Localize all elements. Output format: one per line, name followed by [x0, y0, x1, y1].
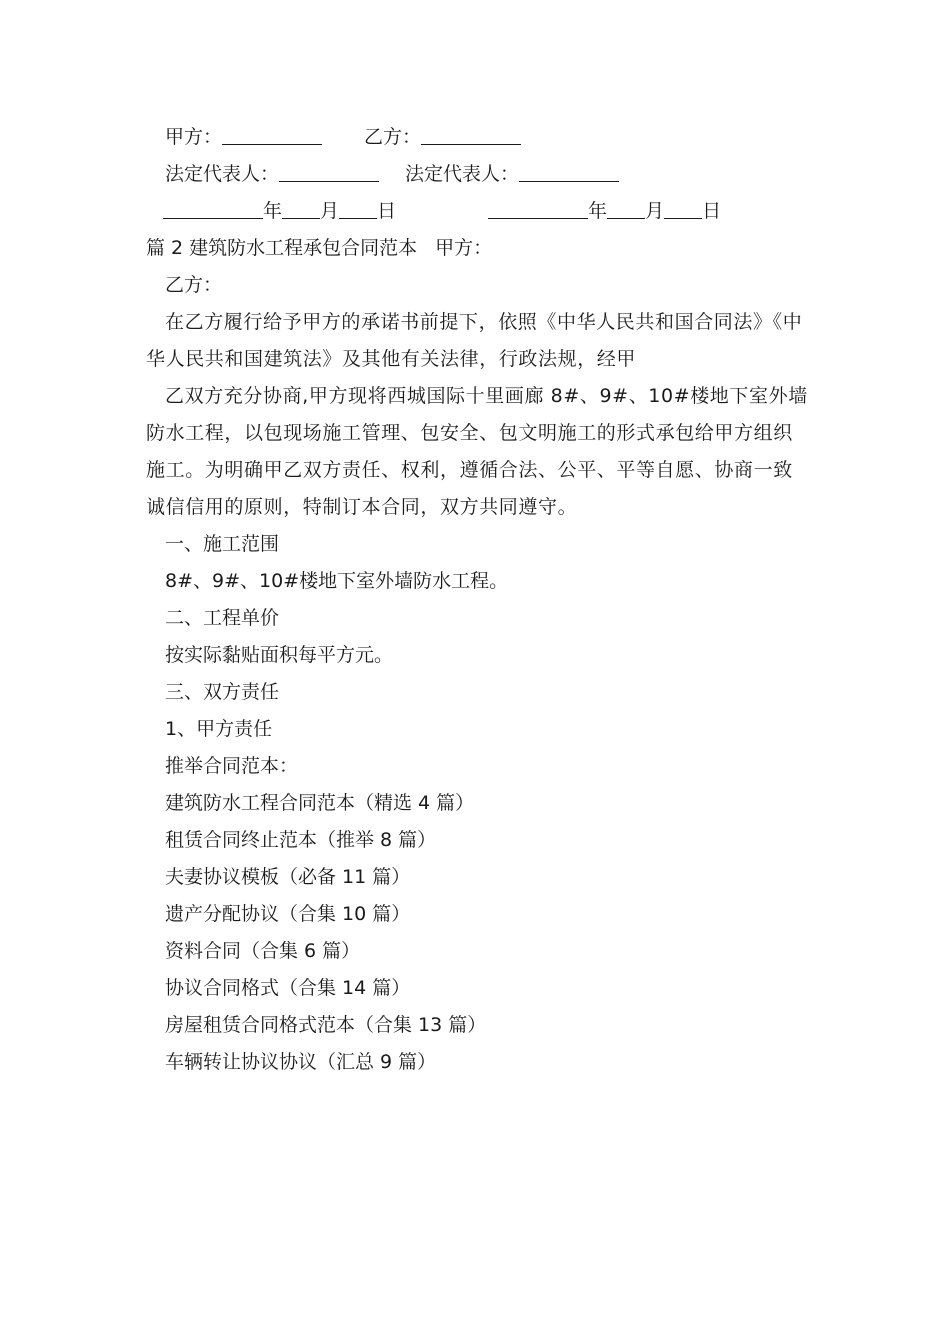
contract-title-row: [146, 230, 811, 267]
recommended-link[interactable]: 建筑防水工程合同范本（精选 4 篇）: [165, 792, 475, 814]
recommended-link[interactable]: 租赁合同终止范本（推举 8 篇）: [165, 829, 437, 851]
document-body: [146, 119, 811, 1081]
signature-date-row: [146, 193, 811, 230]
section-3-subheading: 1、甲方责任: [165, 718, 273, 740]
date-a-month: 月: [320, 200, 340, 222]
date-b-day-blank: [664, 196, 702, 219]
date-a-year: 年: [263, 200, 283, 222]
section-2-heading: 二、工程单价: [165, 607, 280, 629]
signature-party-row: [146, 119, 811, 156]
section-1-heading: 一、施工范围: [165, 533, 280, 555]
date-b-year-blank: [488, 196, 588, 219]
contract-title: 篇 2 建筑防水工程承包合同范本: [146, 237, 418, 259]
date-b-month-blank: [607, 196, 645, 219]
date-b-year: 年: [588, 200, 608, 222]
legal-rep-b-blank: [519, 159, 619, 182]
recommended-link[interactable]: 车辆转让协议协议（汇总 9 篇）: [165, 1051, 437, 1073]
recommended-list: [146, 785, 811, 1081]
section-3-heading: 三、双方责任: [165, 681, 280, 703]
party-b-header: 乙方：: [165, 274, 223, 296]
date-b-day: 日: [702, 200, 722, 222]
date-a-year-blank: [163, 196, 263, 219]
recommended-link[interactable]: 资料合同（合集 6 篇）: [165, 940, 361, 962]
section-1-text: 8#、9#、10#楼地下室外墙防水工程。: [165, 570, 509, 592]
signature-legal-rep-row: [146, 156, 811, 193]
party-b-blank: [421, 122, 521, 145]
recommended-link[interactable]: 夫妻协议模板（必备 11 篇）: [165, 866, 411, 888]
party-b-label: 乙方：: [364, 126, 422, 148]
recommended-link[interactable]: 遗产分配协议（合集 10 篇）: [165, 903, 411, 925]
recommended-heading: 推举合同范本：: [165, 755, 299, 777]
contract-paragraph-2: 乙双方充分协商,甲方现将西城国际十里画廊 8#、9#、10#楼地下室外墙防水工程，以包现场施工管理、包安全、包文明施工的形式承包给甲方组织施工。为明确甲乙双方责任、权利，遵循合法、公平、平等自愿、协商一致诚信信用的原则，特制订本合同，双方共同遵守。: [146, 385, 808, 518]
section-2-text: 按实际黏贴面积每平方元。: [165, 644, 394, 666]
party-a-blank: [222, 122, 322, 145]
recommended-link[interactable]: 协议合同格式（合集 14 篇）: [165, 977, 411, 999]
contract-paragraph-1: 在乙方履行给予甲方的承诺书前提下，依照《中华人民共和国合同法》《中华人民共和国建筑法》及其他有关法律，行政法规，经甲: [146, 311, 803, 370]
legal-rep-a-blank: [279, 159, 379, 182]
legal-rep-a-label: 法定代表人：: [165, 163, 280, 185]
party-a-header: 甲方：: [435, 237, 493, 259]
date-a-day-blank: [339, 196, 377, 219]
date-a-day: 日: [377, 200, 397, 222]
date-b-month: 月: [645, 200, 665, 222]
legal-rep-b-label: 法定代表人：: [405, 163, 520, 185]
date-a-month-blank: [282, 196, 320, 219]
recommended-link[interactable]: 房屋租赁合同格式范本（合集 13 篇）: [165, 1014, 487, 1036]
party-a-label: 甲方：: [165, 126, 223, 148]
